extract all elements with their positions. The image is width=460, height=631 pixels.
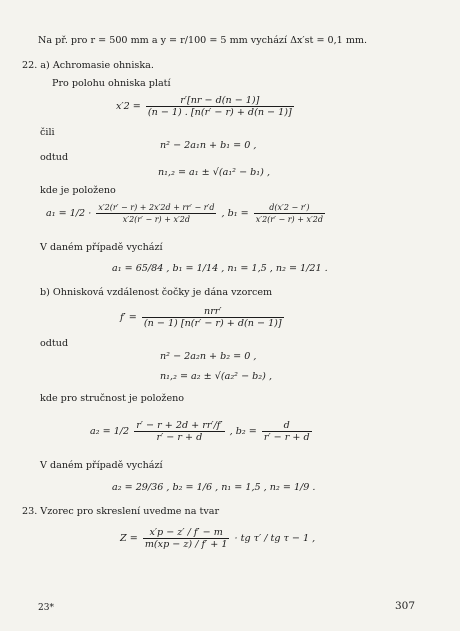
equation-values-2: a₂ = 29/36 , b₂ = 1/6 , n₁ = 1,5 , n₂ = 1/9 . [112,482,316,493]
equation-values-1: a₁ = 65/84 , b₁ = 1/14 , n₁ = 1,5 , n₂ = 1/21 . [112,263,328,274]
page-number: 307 [395,600,416,612]
equation-roots-2: n₁,₂ = a₂ ± √(a₂² − b₂) , [160,371,272,382]
cili-label: čili [40,127,55,138]
equation-focal: f′ = $\frac{\text{nrr′}}{(n - 1) [n(r' - r) + d(n - 1)]}$ [120,306,282,329]
odtud-label-2: odtud [40,338,69,349]
equation-a1-b1: a₁ = 1/2 · $\frac{x'2(r' - r) + 2x'2d + rr' - r'd}{x'2(r' - r) + x'2d}$ , b₁ = $\frac{d(x'2 - r')}{x'2(r' - r) + x'2d}$ [46,203,324,224]
example-line: Na př. pro r = 500 mm a y = r/100 = 5 mm vychází Δx′st = 0,1 mm. [38,35,368,46]
equation-x2: x′2 = $\frac{r'[nr - d(n - 1)]}{(n - 1) . [n(r' - r) + d(n - 1)]}$ [116,95,292,118]
equation-quadratic-1: n² − 2a₁n + b₁ = 0 , [160,140,257,151]
equation-quadratic-2: n² − 2a₂n + b₂ = 0 , [160,351,257,362]
equation-roots-1: n₁,₂ = a₁ ± √(a₁² − b₁) , [158,167,270,178]
v-danem-label-2: V daném případě vychází [40,460,163,471]
signature-mark: 23* [38,603,54,613]
v-danem-label-1: V daném případě vychází [40,242,163,253]
section-23-heading: 23. Vzorec pro skreslení uvedme na tvar [22,506,220,517]
kde-label-1: kde je položeno [40,185,116,196]
equation-a2-b2: a₂ = 1/2 $\frac{r' - r + 2d + rr'/f'}{r' - r + d}$ , b₂ = $\frac{d}{r' - r + d}$ [90,420,310,443]
odtud-label-1: odtud [40,152,69,163]
section-22-intro: Pro polohu ohniska platí [52,78,171,89]
section-22-b: b) Ohnisková vzdálenost čočky je dána vzorcem [40,287,273,298]
section-22-heading: 22. a) Achromasie ohniska. [22,60,154,71]
equation-distortion: Z = $\frac{x'p - z' / f' - m}{m(xp - z) / f' + 1}$ · tg τ′ / tg τ − 1 , [120,527,316,550]
kde-label-2: kde pro stručnost je položeno [40,393,185,404]
